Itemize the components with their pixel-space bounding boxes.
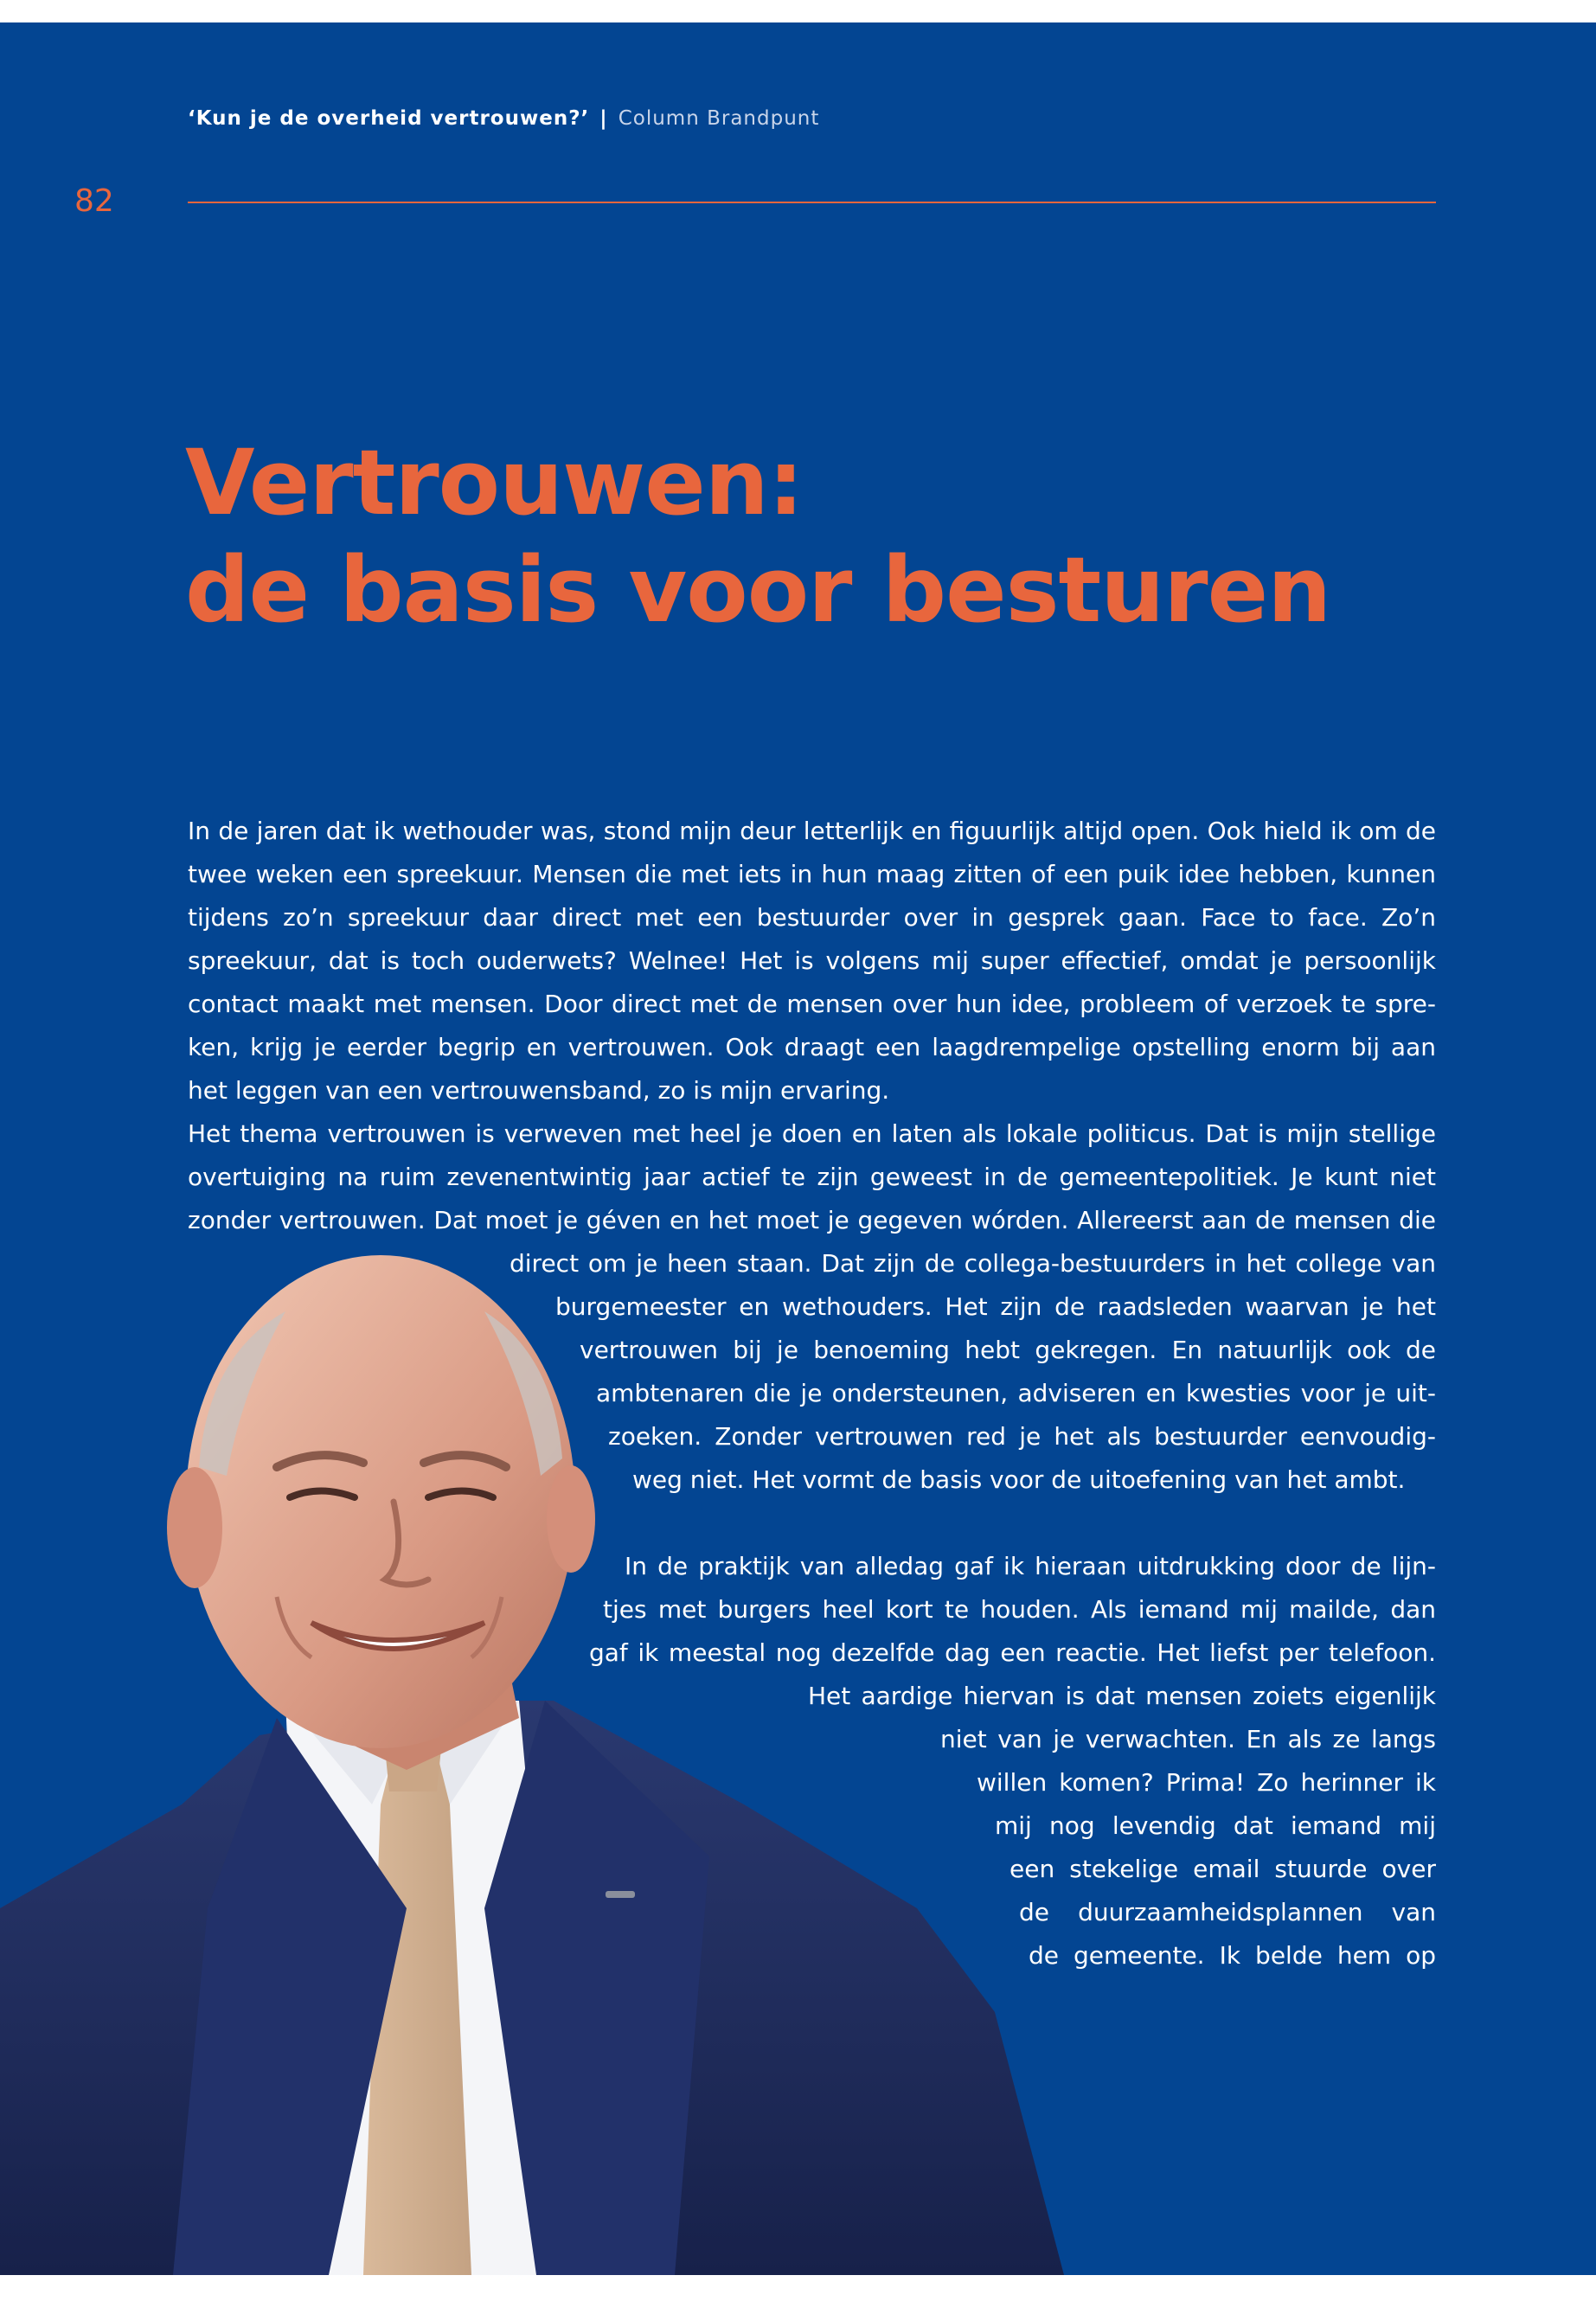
body-line: niet van je verwachten. En als ze langs xyxy=(940,1725,1436,1753)
column-name: Column Brandpunt xyxy=(618,107,820,130)
running-head xyxy=(188,107,819,130)
page-number: 82 xyxy=(74,183,114,219)
body-line: een stekelige email stuurde over xyxy=(1010,1855,1436,1883)
page xyxy=(0,22,1596,2275)
body-line: willen komen? Prima! Zo herinner ik xyxy=(977,1768,1436,1797)
body-line: ambtenaren die je ondersteunen, adviseren en kwesties voor je uit- xyxy=(596,1379,1436,1407)
header-rule xyxy=(188,202,1436,203)
body-line: In de praktijk van alledag gaf ik hieraan uitdrukking door de lijn- xyxy=(625,1552,1436,1580)
body-line: vertrouwen bij je benoeming hebt gekregen. En natuurlijk ook de xyxy=(580,1336,1436,1364)
article-title xyxy=(185,429,1330,644)
body-line: Het aardige hiervan is dat mensen zoiets eigenlijk xyxy=(808,1682,1436,1710)
body-line: tjes met burgers heel kort te houden. Als iemand mij mailde, dan xyxy=(603,1595,1436,1624)
body-line: Het thema vertrouwen is verweven met heel je doen en laten als lokale politicus. Dat is mijn stellige xyxy=(188,1119,1436,1148)
body-line: de duurzaamheidsplannen van xyxy=(1019,1898,1436,1926)
body-line: contact maakt met mensen. Door direct met de mensen over hun idee, probleem of verzoek te spre- xyxy=(188,990,1436,1018)
body-line: zonder vertrouwen. Dat moet je géven en het moet je gegeven wórden. Allereerst aan de mensen die xyxy=(188,1206,1436,1234)
body-line: tijdens zo’n spreekuur daar direct met een bestuurder over in gesprek gaan. Face to face. Zo’n xyxy=(188,903,1436,932)
body-line: zoeken. Zonder vertrouwen red je het als bestuurder eenvoudig- xyxy=(608,1422,1436,1451)
body-line: de gemeente. Ik belde hem op xyxy=(1029,1941,1436,1970)
body-line: burgemeester en wethouders. Het zijn de raadsleden waarvan je het xyxy=(555,1292,1436,1321)
column-title: ‘Kun je de overheid vertrouwen?’ xyxy=(188,107,590,130)
body-line: direct om je heen staan. Dat zijn de collega-bestuurders in het college van xyxy=(510,1249,1436,1278)
title-line-2: de basis voor besturen xyxy=(185,537,1331,643)
header-separator: | xyxy=(599,107,608,130)
title-line-1: Vertrouwen: xyxy=(185,430,804,535)
body-line: In de jaren dat ik wethouder was, stond mijn deur letterlijk en figuurlijk altijd open. Ook hield ik om de xyxy=(188,817,1436,845)
body-line: weg niet. Het vormt de basis voor de uitoefening van het ambt. xyxy=(632,1465,1406,1494)
body-line: mij nog levendig dat iemand mij xyxy=(995,1811,1436,1840)
body-line: het leggen van een vertrouwensband, zo is mijn ervaring. xyxy=(188,1076,890,1105)
body-line: gaf ik meestal nog dezelfde dag een reactie. Het liefst per telefoon. xyxy=(589,1638,1436,1667)
body-line: spreekuur, dat is toch ouderwets? Welnee! Het is volgens mij super effectief, omdat je persoonlijk xyxy=(188,946,1436,975)
body-line: ken, krijg je eerder begrip en vertrouwen. Ook draagt een laagdrempelige opstelling enorm bij aan xyxy=(188,1033,1436,1061)
body-line: twee weken een spreekuur. Mensen die met iets in hun maag zitten of een puik idee hebben, kunnen xyxy=(188,860,1436,888)
body-line: overtuiging na ruim zevenentwintig jaar actief te zijn geweest in de gemeentepolitiek. Je kunt niet xyxy=(188,1163,1436,1191)
